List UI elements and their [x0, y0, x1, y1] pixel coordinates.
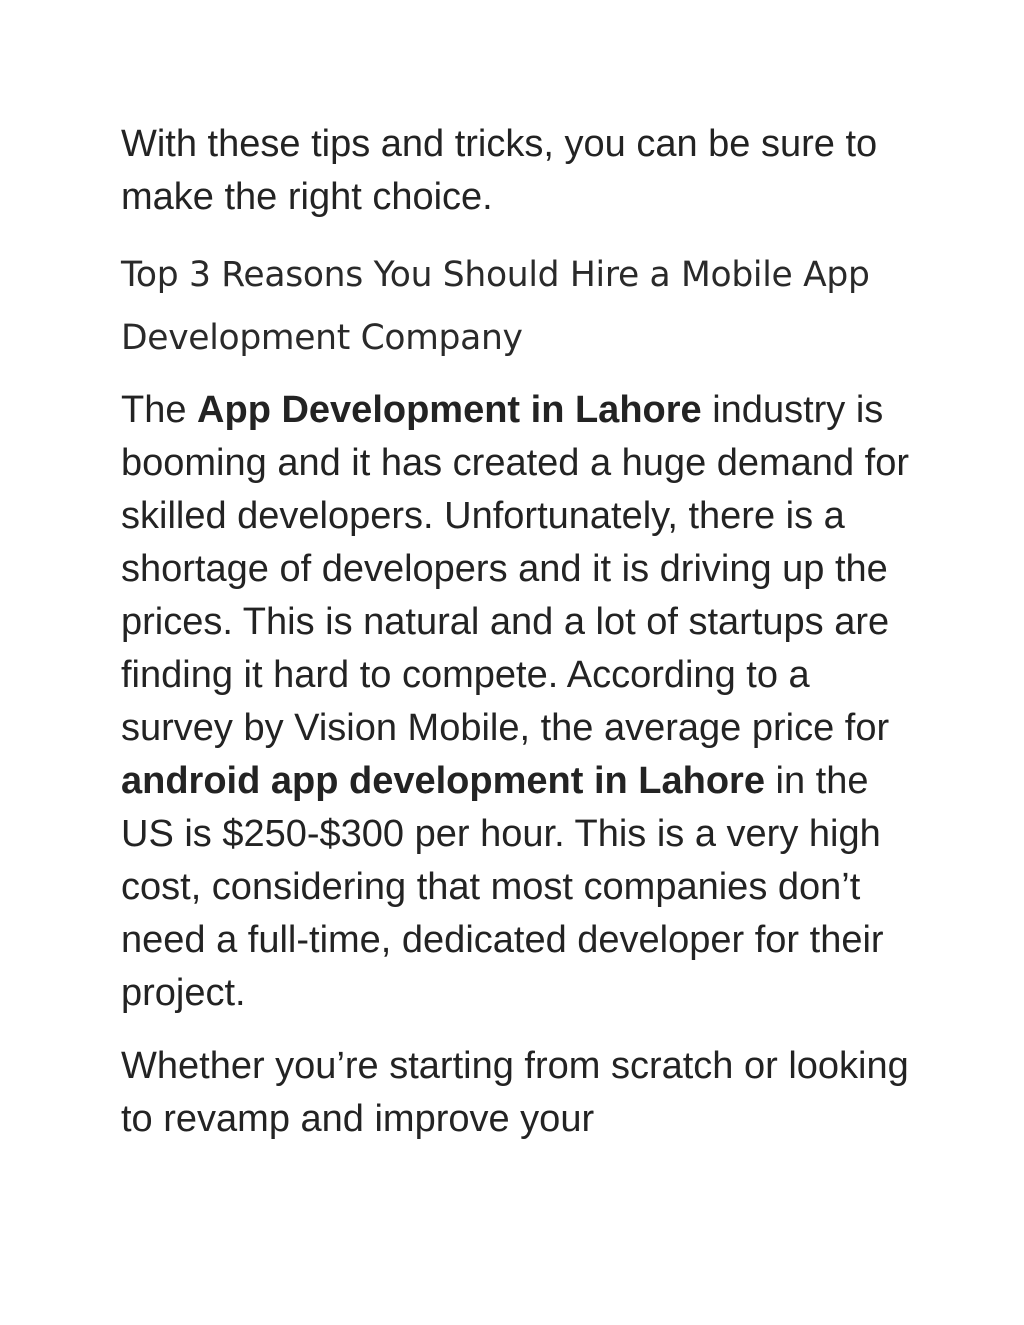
document-body	[121, 118, 921, 1146]
paragraph-text: industry is booming and it has created a huge demand for skilled developers. Unfortunately, there is a shortage of developers and it is driving up the prices. This is natural and a lot of startups are finding it hard to compete. According to a survey by Vision Mobile, the average price for	[121, 389, 909, 749]
bold-keyword-android-app-development: android app development in Lahore	[121, 760, 765, 802]
intro-paragraph: With these tips and tricks, you can be sure to make the right choice.	[121, 123, 878, 218]
closing-paragraph: Whether you’re starting from scratch or looking to revamp and improve your	[121, 1045, 909, 1140]
bold-keyword-app-development: App Development in Lahore	[197, 389, 702, 431]
paragraph-text: The	[121, 389, 198, 431]
body-paragraph	[121, 384, 921, 1020]
paragraph-text: in the US is $250-$300 per hour. This is a very high cost, considering that most companies don’t need a full-time, dedicated developer for their project.	[121, 760, 884, 1014]
section-heading: Top 3 Reasons You Should Hire a Mobile App Development Company	[121, 255, 870, 358]
